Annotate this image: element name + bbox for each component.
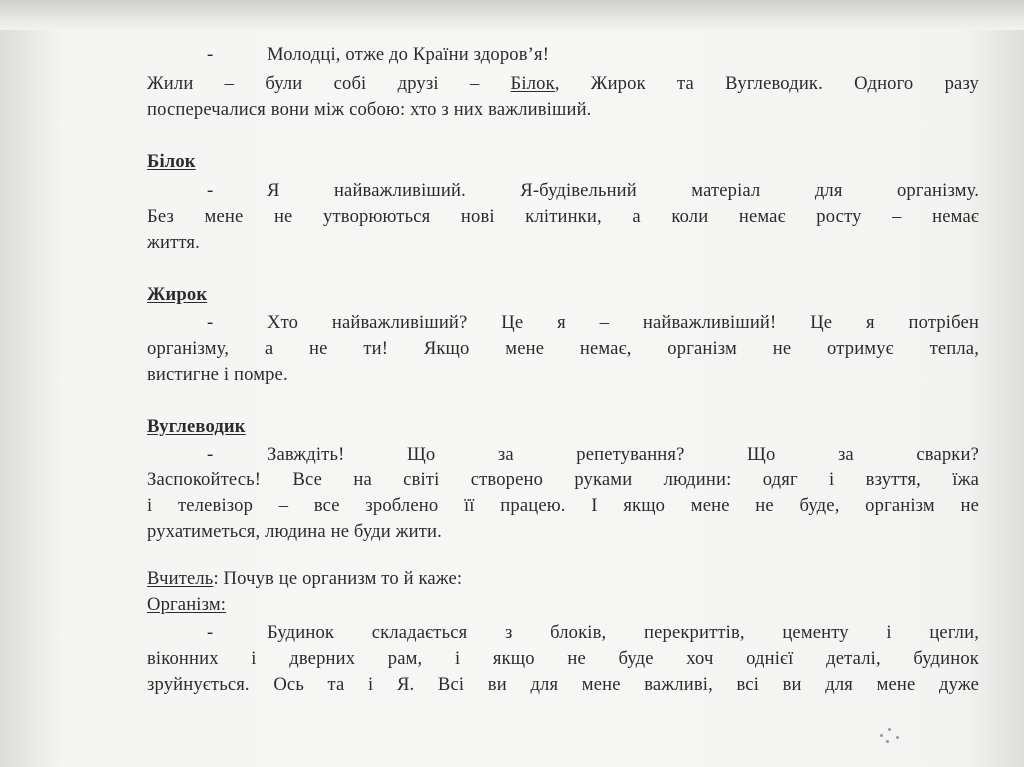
line-text: Будинок складається з блоків, перекриттів, цементу і цегли, — [267, 622, 979, 643]
dialogue-dash: - — [207, 44, 214, 65]
text-line — [147, 97, 979, 123]
line-text: зруйнується. Ось та і Я. Всі ви для мене важливі, всі ви для мене дуже — [147, 674, 979, 695]
line-text: Молодці, отже до Країни здоров’я! — [267, 44, 550, 65]
dialogue-dash: - — [207, 180, 214, 201]
line-text: Завждіть! Що за репетування? Що за сварки? — [267, 444, 979, 465]
text-line — [147, 42, 979, 68]
line-text: і телевізор – все зроблено її працею. І якщо мене не буде, організм не — [147, 495, 979, 516]
text-line — [147, 362, 979, 388]
text-line — [147, 204, 979, 230]
dialogue-dash: - — [207, 622, 214, 643]
text-line — [147, 178, 979, 204]
text-line — [147, 442, 979, 468]
underlined-word: Організм: — [147, 594, 227, 615]
text-line — [147, 71, 979, 97]
speaker-heading: Жирок — [147, 284, 208, 305]
line-text: Заспокойтесь! Все на світі створено руками людини: одяг і взуття, їжа — [147, 469, 979, 490]
text-line — [147, 620, 979, 646]
underlined-word: Білок — [510, 73, 555, 94]
text-line — [147, 592, 979, 618]
line-text: рухатиметься, людина не буди жити. — [147, 521, 442, 542]
text-line — [147, 519, 979, 545]
dialogue-dash: - — [207, 312, 214, 333]
underlined-word: Вчитель — [147, 568, 214, 589]
text-line — [147, 566, 979, 592]
speaker-heading: Вуглеводик — [147, 416, 246, 437]
text-line — [147, 646, 979, 672]
line-text: вистигне і помре. — [147, 364, 288, 385]
text-line — [147, 336, 979, 362]
line-text: життя. — [147, 232, 200, 253]
line-text-pre: Жили – були собі друзі – — [147, 73, 511, 94]
text-line — [147, 230, 979, 256]
speaker-heading: Білок — [147, 151, 196, 172]
text-line — [147, 672, 979, 698]
line-text: посперечалися вони між собою: хто з них важливіший. — [147, 99, 592, 120]
line-text: Я найважливіший. Я-будівельний матеріал для організму. — [267, 180, 979, 201]
text-line — [147, 467, 979, 493]
line-text: віконних і дверних рам, і якщо не буде хоч однієї деталі, будинок — [147, 648, 979, 669]
text-line — [147, 493, 979, 519]
text-line — [147, 310, 979, 336]
line-text-post: , Жирок та Вуглеводик. Одного разу — [554, 73, 979, 94]
scan-speck — [876, 724, 906, 748]
top-edge — [0, 0, 1024, 30]
line-text: Без мене не утворюються нові клітинки, а коли немає росту – немає — [147, 206, 979, 227]
line-text-post: : Почув це организм то й каже: — [213, 568, 463, 589]
dialogue-dash: - — [207, 444, 214, 465]
line-text: організму, а не ти! Якщо мене немає, організм не отримує тепла, — [147, 338, 979, 359]
line-text: Хто найважливіший? Це я – найважливіший! Це я потрібен — [267, 312, 979, 333]
